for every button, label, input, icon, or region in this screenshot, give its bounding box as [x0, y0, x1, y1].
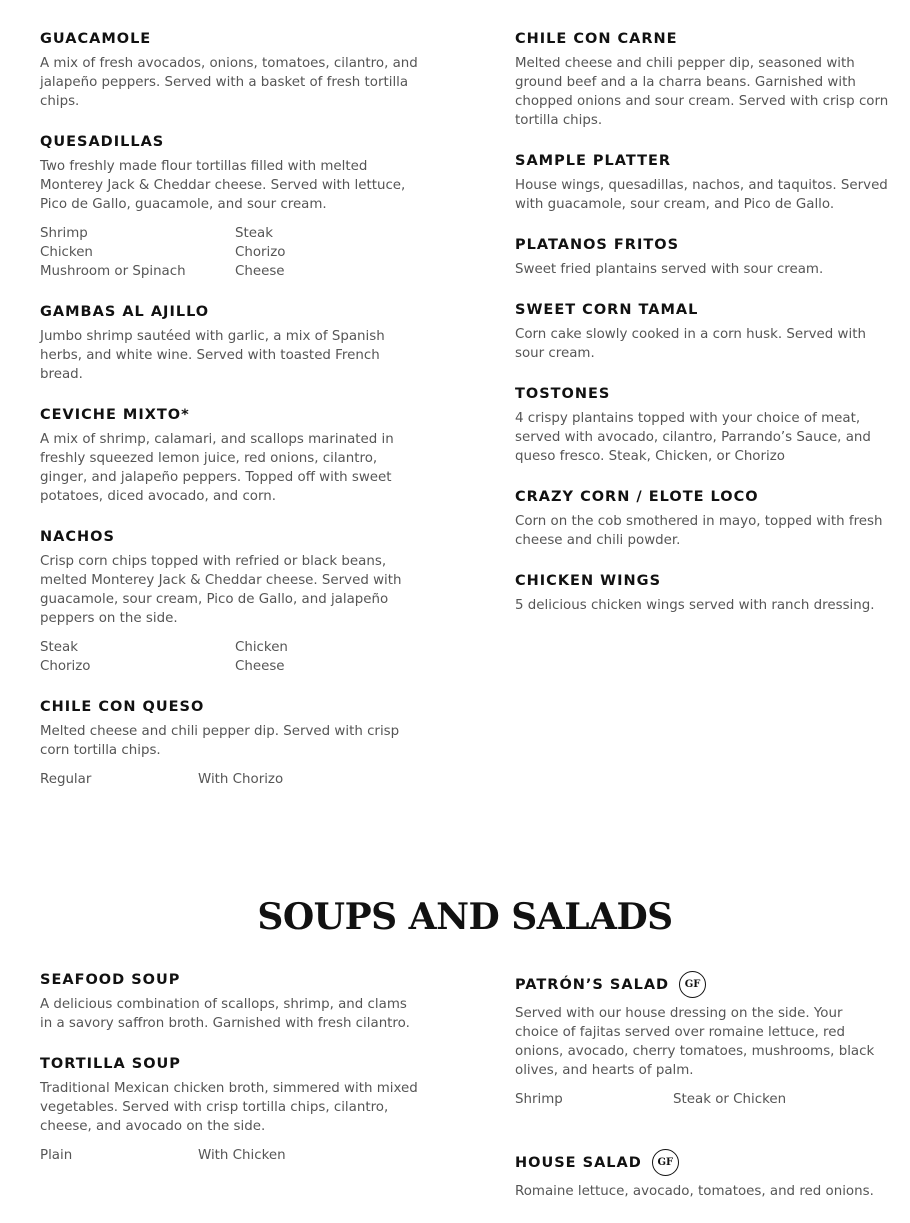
option: Regular [40, 772, 92, 787]
option: Plain [40, 1148, 73, 1163]
menu-item-gambas-al-ajillo [40, 303, 420, 384]
item-title: CHILE CON CARNE [515, 31, 678, 47]
option: Steak [235, 226, 273, 241]
option: Chicken [235, 640, 288, 655]
menu-item-chile-con-carne [515, 30, 890, 130]
item-title: TOSTONES [515, 386, 611, 402]
menu-item-chile-con-queso [40, 698, 420, 789]
item-description: Corn cake slowly cooked in a corn husk. Served with sour cream. [515, 327, 866, 361]
item-description: Sweet fried plantains served with sour cream. [515, 262, 824, 277]
menu-item-house-salad [515, 1149, 890, 1201]
gluten-free-badge-icon: GF [679, 971, 706, 998]
item-description: Jumbo shrimp sautéed with garlic, a mix of Spanish herbs, and white wine. Served with toasted French bread. [40, 329, 385, 382]
item-title: PATRÓN’S SALAD [515, 976, 670, 993]
item-title-row [515, 971, 890, 998]
item-description: Served with our house dressing on the side. Your choice of fajitas served over romaine lettuce, red onions, avocado, cherry tomatoes, mushrooms, black olives, and hearts of palm. [515, 1006, 875, 1078]
menu-item-sample-platter [515, 152, 890, 214]
item-description: Corn on the cob smothered in mayo, topped with fresh cheese and chili powder. [515, 514, 883, 548]
option: Chorizo [235, 245, 286, 260]
item-description: Romaine lettuce, avocado, tomatoes, and red onions. [515, 1184, 874, 1199]
option: Cheese [235, 659, 285, 674]
item-title: CEVICHE MIXTO* [40, 407, 190, 423]
item-options [40, 224, 420, 281]
option: Shrimp [515, 1092, 563, 1107]
option: With Chorizo [198, 772, 284, 787]
item-options [515, 1090, 890, 1109]
menu-item-sweet-corn-tamal [515, 301, 890, 363]
item-description: A mix of shrimp, calamari, and scallops marinated in freshly squeezed lemon juice, red onions, cilantro, ginger, and jalapeño peppers. Topped off with sweet potatoes, diced avocado, and corn. [40, 432, 394, 504]
item-title: QUESADILLAS [40, 134, 165, 150]
menu-item-seafood-soup [40, 971, 420, 1033]
appetizers-left-column [40, 30, 420, 811]
option: Chicken [40, 245, 93, 260]
item-title: GAMBAS AL AJILLO [40, 304, 210, 320]
item-title: SAMPLE PLATTER [515, 153, 672, 169]
menu-item-ceviche-mixto [40, 406, 420, 506]
menu-item-tortilla-soup [40, 1055, 420, 1165]
item-title: CHICKEN WINGS [515, 573, 662, 589]
item-title: SWEET CORN TAMAL [515, 302, 699, 318]
option: Steak or Chicken [673, 1092, 787, 1107]
menu-item-chicken-wings [515, 572, 890, 615]
section-heading: SOUPS AND SALADS [257, 895, 673, 938]
option: Cheese [235, 264, 285, 279]
menu-item-quesadillas [40, 133, 420, 281]
item-description: Melted cheese and chili pepper dip. Served with crisp corn tortilla chips. [40, 724, 400, 758]
menu-item-guacamole [40, 30, 420, 111]
item-title: CRAZY CORN / ELOTE LOCO [515, 489, 759, 505]
item-options [40, 638, 420, 676]
menu-item-nachos [40, 528, 420, 676]
item-title: GUACAMOLE [40, 31, 152, 47]
item-description: Melted cheese and chili pepper dip, seasoned with ground beef and a la charra beans. Garnished with chopped onions and sour cream. Served with crisp corn tortilla chips. [515, 56, 889, 128]
menu-item-patrons-salad [515, 971, 890, 1109]
soups-right-column [515, 971, 890, 1223]
option: With Chicken [198, 1148, 286, 1163]
item-description: 5 delicious chicken wings served with ranch dressing. [515, 598, 875, 613]
item-title: TORTILLA SOUP [40, 1056, 181, 1072]
item-title: HOUSE SALAD [515, 1154, 642, 1171]
option: Steak [40, 640, 78, 655]
item-options [40, 1146, 420, 1165]
item-description: Crisp corn chips topped with refried or black beans, melted Monterey Jack & Cheddar cheese. Served with guacamole, sour cream, Pico de Gallo, and jalapeño peppers on the side. [40, 554, 402, 626]
item-description: Two freshly made flour tortillas filled with melted Monterey Jack & Cheddar cheese. Served with lettuce, Pico de Gallo, guacamole, and sour cream. [40, 159, 406, 212]
item-description: A mix of fresh avocados, onions, tomatoes, cilantro, and jalapeño peppers. Served with a basket of fresh tortilla chips. [40, 56, 418, 109]
item-title: CHILE CON QUESO [40, 699, 205, 715]
option: Chorizo [40, 659, 91, 674]
item-description: 4 crispy plantains topped with your choice of meat, served with avocado, cilantro, Parrando’s Sauce, and queso fresco. Steak, Chicken, or Chorizo [515, 411, 871, 464]
item-description: Traditional Mexican chicken broth, simmered with mixed vegetables. Served with crisp tortilla chips, cilantro, cheese, and avocado on the side. [40, 1081, 418, 1134]
item-title: NACHOS [40, 529, 115, 545]
item-description: A delicious combination of scallops, shrimp, and clams in a savory saffron broth. Garnished with fresh cilantro. [40, 997, 410, 1031]
menu-item-tostones [515, 385, 890, 466]
appetizers-right-column [515, 30, 890, 637]
item-description: House wings, quesadillas, nachos, and taquitos. Served with guacamole, sour cream, and Pico de Gallo. [515, 178, 888, 212]
option: Shrimp [40, 226, 88, 241]
item-options [40, 770, 420, 789]
item-title-row [515, 1149, 890, 1176]
gluten-free-badge-icon: GF [652, 1149, 679, 1176]
option: Mushroom or Spinach [40, 264, 186, 279]
item-title: PLATANOS FRITOS [515, 237, 680, 253]
item-title: SEAFOOD SOUP [40, 972, 181, 988]
menu-item-platanos-fritos [515, 236, 890, 279]
soups-left-column [40, 971, 420, 1187]
menu-item-crazy-corn [515, 488, 890, 550]
